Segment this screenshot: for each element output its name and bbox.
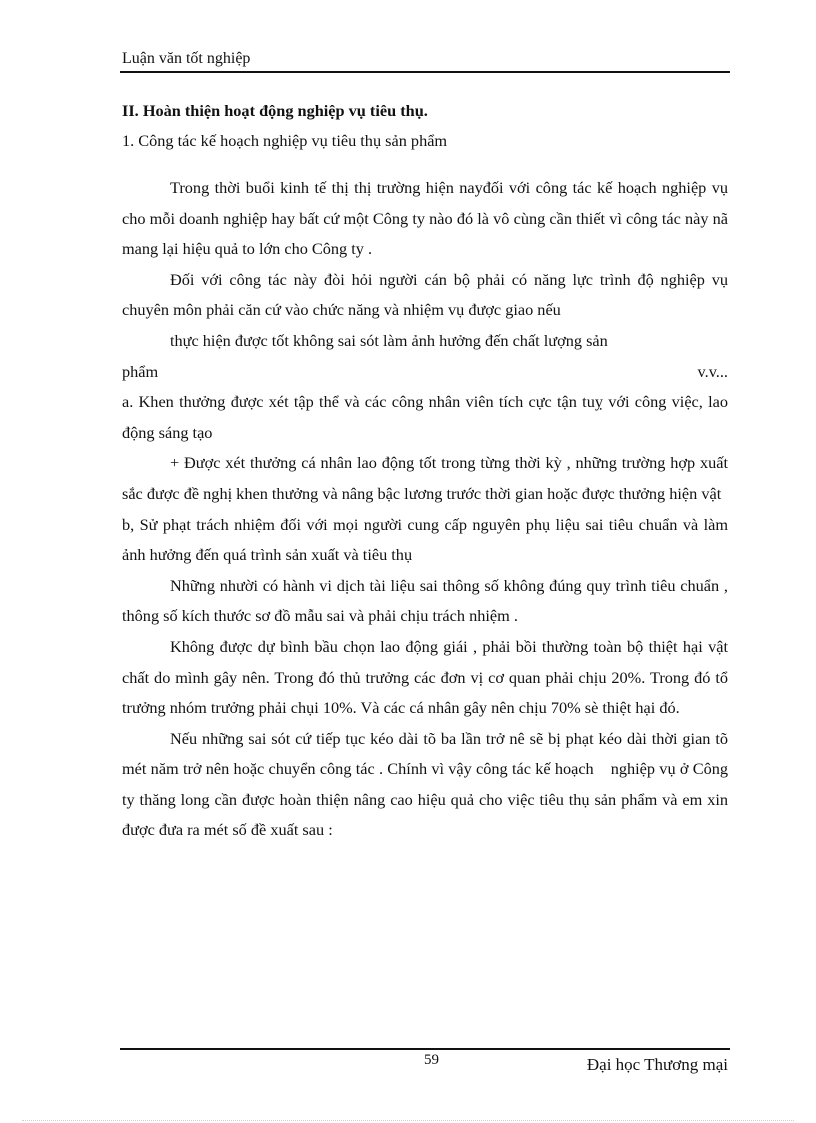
section-heading: II. Hoàn thiện hoạt động nghiệp vụ tiêu thụ. — [122, 101, 428, 120]
spacer — [122, 156, 728, 173]
page-body — [122, 96, 733, 846]
paragraph-2: Đối với công tác này đòi hỏi người cán bộ phải có năng lực trình độ nghiệp vụ chuyên môn phải căn cứ vào chức năng và nhiệm vụ được giao nếu — [122, 269, 728, 320]
paragraph-4: Những nhười có hành vi dịch tài liệu sai thông số không đúng quy trình tiêu chuẩn , thông số kích thước sơ đồ mẫu sai và phải chịu trách nhiệm . — [122, 575, 728, 626]
header-rule — [120, 71, 730, 73]
subsection-heading: 1. Công tác kế hoạch nghiệp vụ tiêu thụ sản phẩm — [122, 131, 448, 150]
page-number: 59 — [424, 1052, 439, 1068]
paragraph-3-end — [122, 357, 728, 388]
page-edge-dots — [22, 1120, 794, 1121]
footer-school: Đại học Thương mại — [586, 1055, 728, 1074]
paragraph-1: Trong thời buổi kinh tế thị thị trường hiện nayđối với công tác kế hoạch nghiệp vụ cho mỗi doanh nghiệp hay bất cứ một Công ty nào đó là vô cùng cần thiết vì công tác này nã mang lại hiệu quả to lớn cho Công ty . — [122, 178, 728, 259]
paragraph-3: thực hiện được tốt không sai sót làm ảnh hưởng đến chất lượng sản — [170, 330, 608, 350]
paragraph-plus: + Được xét thưởng cá nhân lao động tốt trong từng thời kỳ , những trường hợp xuất sắc được đề nghị khen thưởng và nâng bậc lương trước thời gian hoặc được thưởng hiện vật — [122, 453, 728, 503]
running-header: Luận văn tốt nghiệp — [122, 50, 251, 67]
paragraph-5: Không được dự bình bầu chọn lao động giái , phải bồi thường toàn bộ thiệt hại vật chất do mình gây nên. Trong đó thủ trưởng các đơn vị cơ quan phải chịu 20%. Trong đó tổ trưởng nhóm trưởng phải chụi 10%. Và các cá nhân gây nên chịu 70% sè thiệt hại đó. — [122, 636, 728, 718]
footer-rule — [120, 1048, 730, 1050]
paragraph-3-right: v.v... — [697, 361, 728, 381]
paragraph-b: b, Sử phạt trách nhiệm đối với mọi người cung cấp nguyên phụ liệu sai tiêu chuẩn và làm ảnh hưởng đến quá trình sản xuất và tiêu thụ — [122, 514, 728, 565]
paragraph-6: Nếu những sai sót cứ tiếp tục kéo dài tõ ba lần trở nê sẽ bị phạt kéo dài thời gian tõ mét năm trở nên hoặc chuyển công tác . Chính vì vậy công tác kế hoạch nghiệp vụ ở Công ty thăng long cần được hoàn thiện nâng cao hiệu quả cho việc tiêu thụ sản phẩm và em xin được đưa ra mét số đề xuất sau : — [122, 728, 733, 840]
paragraph-a: a. Khen thưởng được xét tập thể và các công nhân viên tích cực tận tuỵ với công việc, lao động sáng tạo — [122, 392, 728, 442]
paragraph-3-left: phẩm — [122, 361, 159, 381]
